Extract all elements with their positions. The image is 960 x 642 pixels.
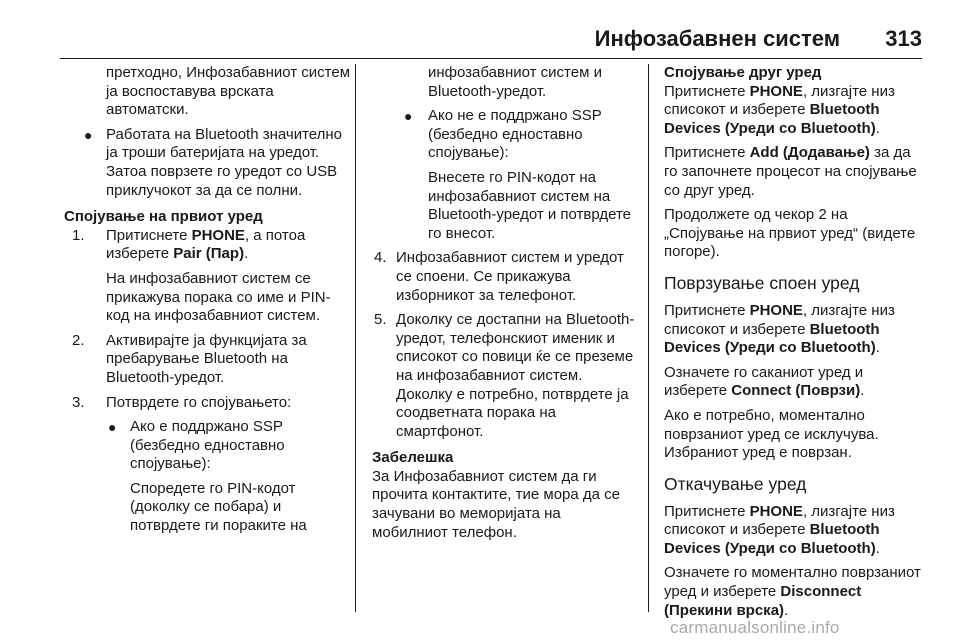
paragraph: Притиснете Add (Додавање) за да го започнете процесот на спојување со друг уред. [664,144,917,199]
step-text: Инфозабавниот систем и уредот се споени. Се прикажува изборникот за телефонот. [396,249,624,304]
step-text: Активирајте ја функцијата за пребарување Bluetooth на Bluetooth-уредот. [106,331,307,386]
continued-text: инфозабавниот систем и Bluetooth-уредот. [428,64,602,100]
sub-bullet-detail: Споредете го PIN-кодот (доколку се побара) и потврдете ги пораките на [130,479,307,535]
sub-bullet-detail: Внесете го PIN-кодот на инфозабавниот систем на Bluetooth-уредот и потврдете го внесот. [428,168,632,242]
sub-bullet-text: Ако не е поддржано SSP (безбедно едноставно спојување): [428,107,602,162]
page-number: 313 [885,26,922,51]
paragraph: Означете го моментално поврзаниот уред и изберете Disconnect (Прекини врска). [664,564,921,619]
paragraph: Притиснете PHONE, лизгајте низ списокот и изберете Bluetooth Devices (Уреди со Bluetooth). [664,502,895,557]
step-text: Притиснете PHONE, а потоа изберете Pair (Пар). [106,226,306,263]
bullet-icon: ● [108,419,117,436]
bullet-text: Работата на Bluetooth значително ја троши батеријата на уредот. Затоа поврзете го уредот со USB приклучокот за да се полни. [106,125,343,199]
step-detail: На инфозабавниот систем се прикажува порака со име и PIN-код на инфозабавниот систем. [106,269,331,325]
watermark: carmanualsonline.info [670,618,840,637]
column-1 [64,64,352,542]
sub-bullet-text: Ако е поддржано SSP (безбедно едноставно спојување): [130,418,285,473]
step-4 [372,249,638,305]
bullet-icon: ● [84,126,93,143]
paragraph: Означете го саканиот уред и изберете Connect (Поврзи). [664,363,865,400]
step-number: 1. [72,226,85,244]
page-header [60,22,922,59]
bullet-icon: ● [404,108,413,125]
column-3 [664,64,926,620]
column-divider-2 [648,64,649,612]
step-number: 3. [72,393,85,411]
column-divider-1 [355,64,356,612]
section-heading: Откачување уред [664,473,807,494]
sub-bullet [372,107,638,243]
step-number: 4. [374,249,387,267]
column-2 [372,64,638,542]
section-heading: Спојување друг уред [664,64,822,81]
paragraph: Притиснете PHONE, лизгајте низ списокот и изберете Bluetooth Devices (Уреди со Bluetooth). [664,301,895,357]
note-heading: Забелешка [372,449,454,467]
section-heading: Спојување на првиот уред [64,208,263,226]
step-number: 5. [374,311,387,329]
step-1 [72,226,352,326]
paragraph: Притиснете PHONE, лизгајте низ списокот и изберете Bluetooth Devices (Уреди со Bluetooth). [664,82,895,137]
step-5 [372,311,638,441]
intro-text: претходно, Инфозабавниот систем ја воспоставува врската автоматски. [106,64,351,119]
bullet-item [76,126,352,200]
step-2 [72,331,352,388]
pair-option: Pair (Пар) [173,245,245,263]
step-text: Доколку се достапни на Bluetooth-уредот, телефонскиот именик и списокот со повици ќе се преземе на инфозабавниот систем. Доколку е потребно, потврдете ја соодветната порака на смартфонот. [396,311,635,440]
phone-key: PHONE [191,226,245,244]
paragraph: Ако е потребно, моментално поврзаниот уред се исклучува. Избраниот уред е поврзан. [664,406,879,462]
note-text: За Инфозабавниот систем да ги прочита контактите, тие мора да се зачувани во меморијата на мобилниот телефон. [372,467,621,541]
step-text: Потврдете го спојувањето: [106,393,292,411]
sub-bullet [106,418,352,536]
step-number: 2. [72,331,85,349]
step-3 [72,393,352,536]
paragraph: Продолжете од чекор 2 на „Спојување на првиот уред“ (видете погоре). [664,206,916,261]
page-title: Инфозабавнен систем [594,26,840,51]
section-heading: Поврзување споен уред [664,272,860,293]
